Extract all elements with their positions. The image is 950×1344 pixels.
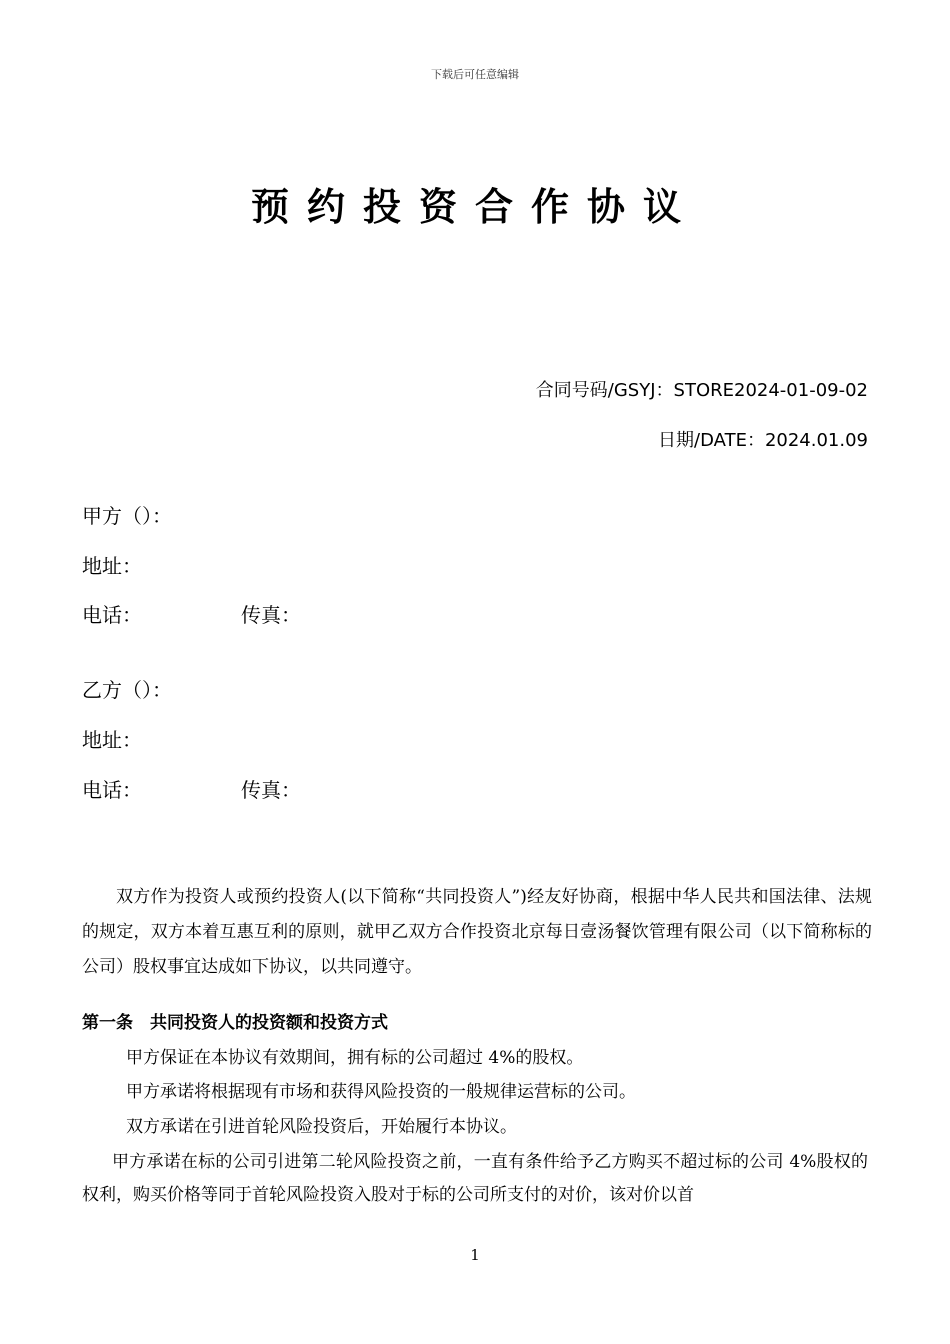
document-title: 预约投资合作协议 — [250, 185, 699, 229]
intro-paragraph: 双方作为投资人或预约投资人(以下简称“共同投资人”)经友好协商，根据中华人民共和国法律、法规的规定，双方本着互惠互利的原则，就甲乙双方合作投资北京每日壹汤餐饮管理有限公司（以下简称标的公司）股权事宜达成如下协议，以共同遵守。 — [82, 887, 872, 977]
party-a-phone-label: 电话： — [82, 603, 142, 627]
header-note: 下载后可任意编辑 — [431, 68, 519, 81]
article-1-heading: 第一条 共同投资人的投资额和投资方式 — [82, 1013, 388, 1033]
party-b-name-label: 乙方（）： — [82, 678, 172, 702]
page-number: 1 — [470, 1246, 480, 1264]
article-1-clause-1: 甲方保证在本协议有效期间，拥有标的公司超过 4%的股权。 — [126, 1048, 584, 1068]
article-1-clause-3: 双方承诺在引进首轮风险投资后，开始履行本协议。 — [126, 1117, 517, 1137]
party-b-phone-label: 电话： — [82, 778, 142, 802]
contract-date: 日期/DATE：2024.01.09 — [658, 430, 868, 451]
party-b-address-label: 地址： — [82, 728, 142, 752]
contract-number: 合同号码/GSYJ：STORE2024-01-09-02 — [535, 380, 868, 401]
party-b-fax-label: 传真： — [241, 778, 301, 802]
party-a-name-label: 甲方（）： — [82, 504, 172, 528]
article-1-clause-2: 甲方承诺将根据现有市场和获得风险投资的一般规律运营标的公司。 — [126, 1082, 636, 1102]
party-a-fax-label: 传真： — [241, 603, 301, 627]
article-1-clause-4: 甲方承诺在标的公司引进第二轮风险投资之前，一直有条件给予乙方购买不超过标的公司 4%股权的权利，购买价格等同于首轮风险投资入股对于标的公司所支付的对价，该对价以首 — [82, 1152, 868, 1205]
party-a-address-label: 地址： — [82, 554, 142, 578]
